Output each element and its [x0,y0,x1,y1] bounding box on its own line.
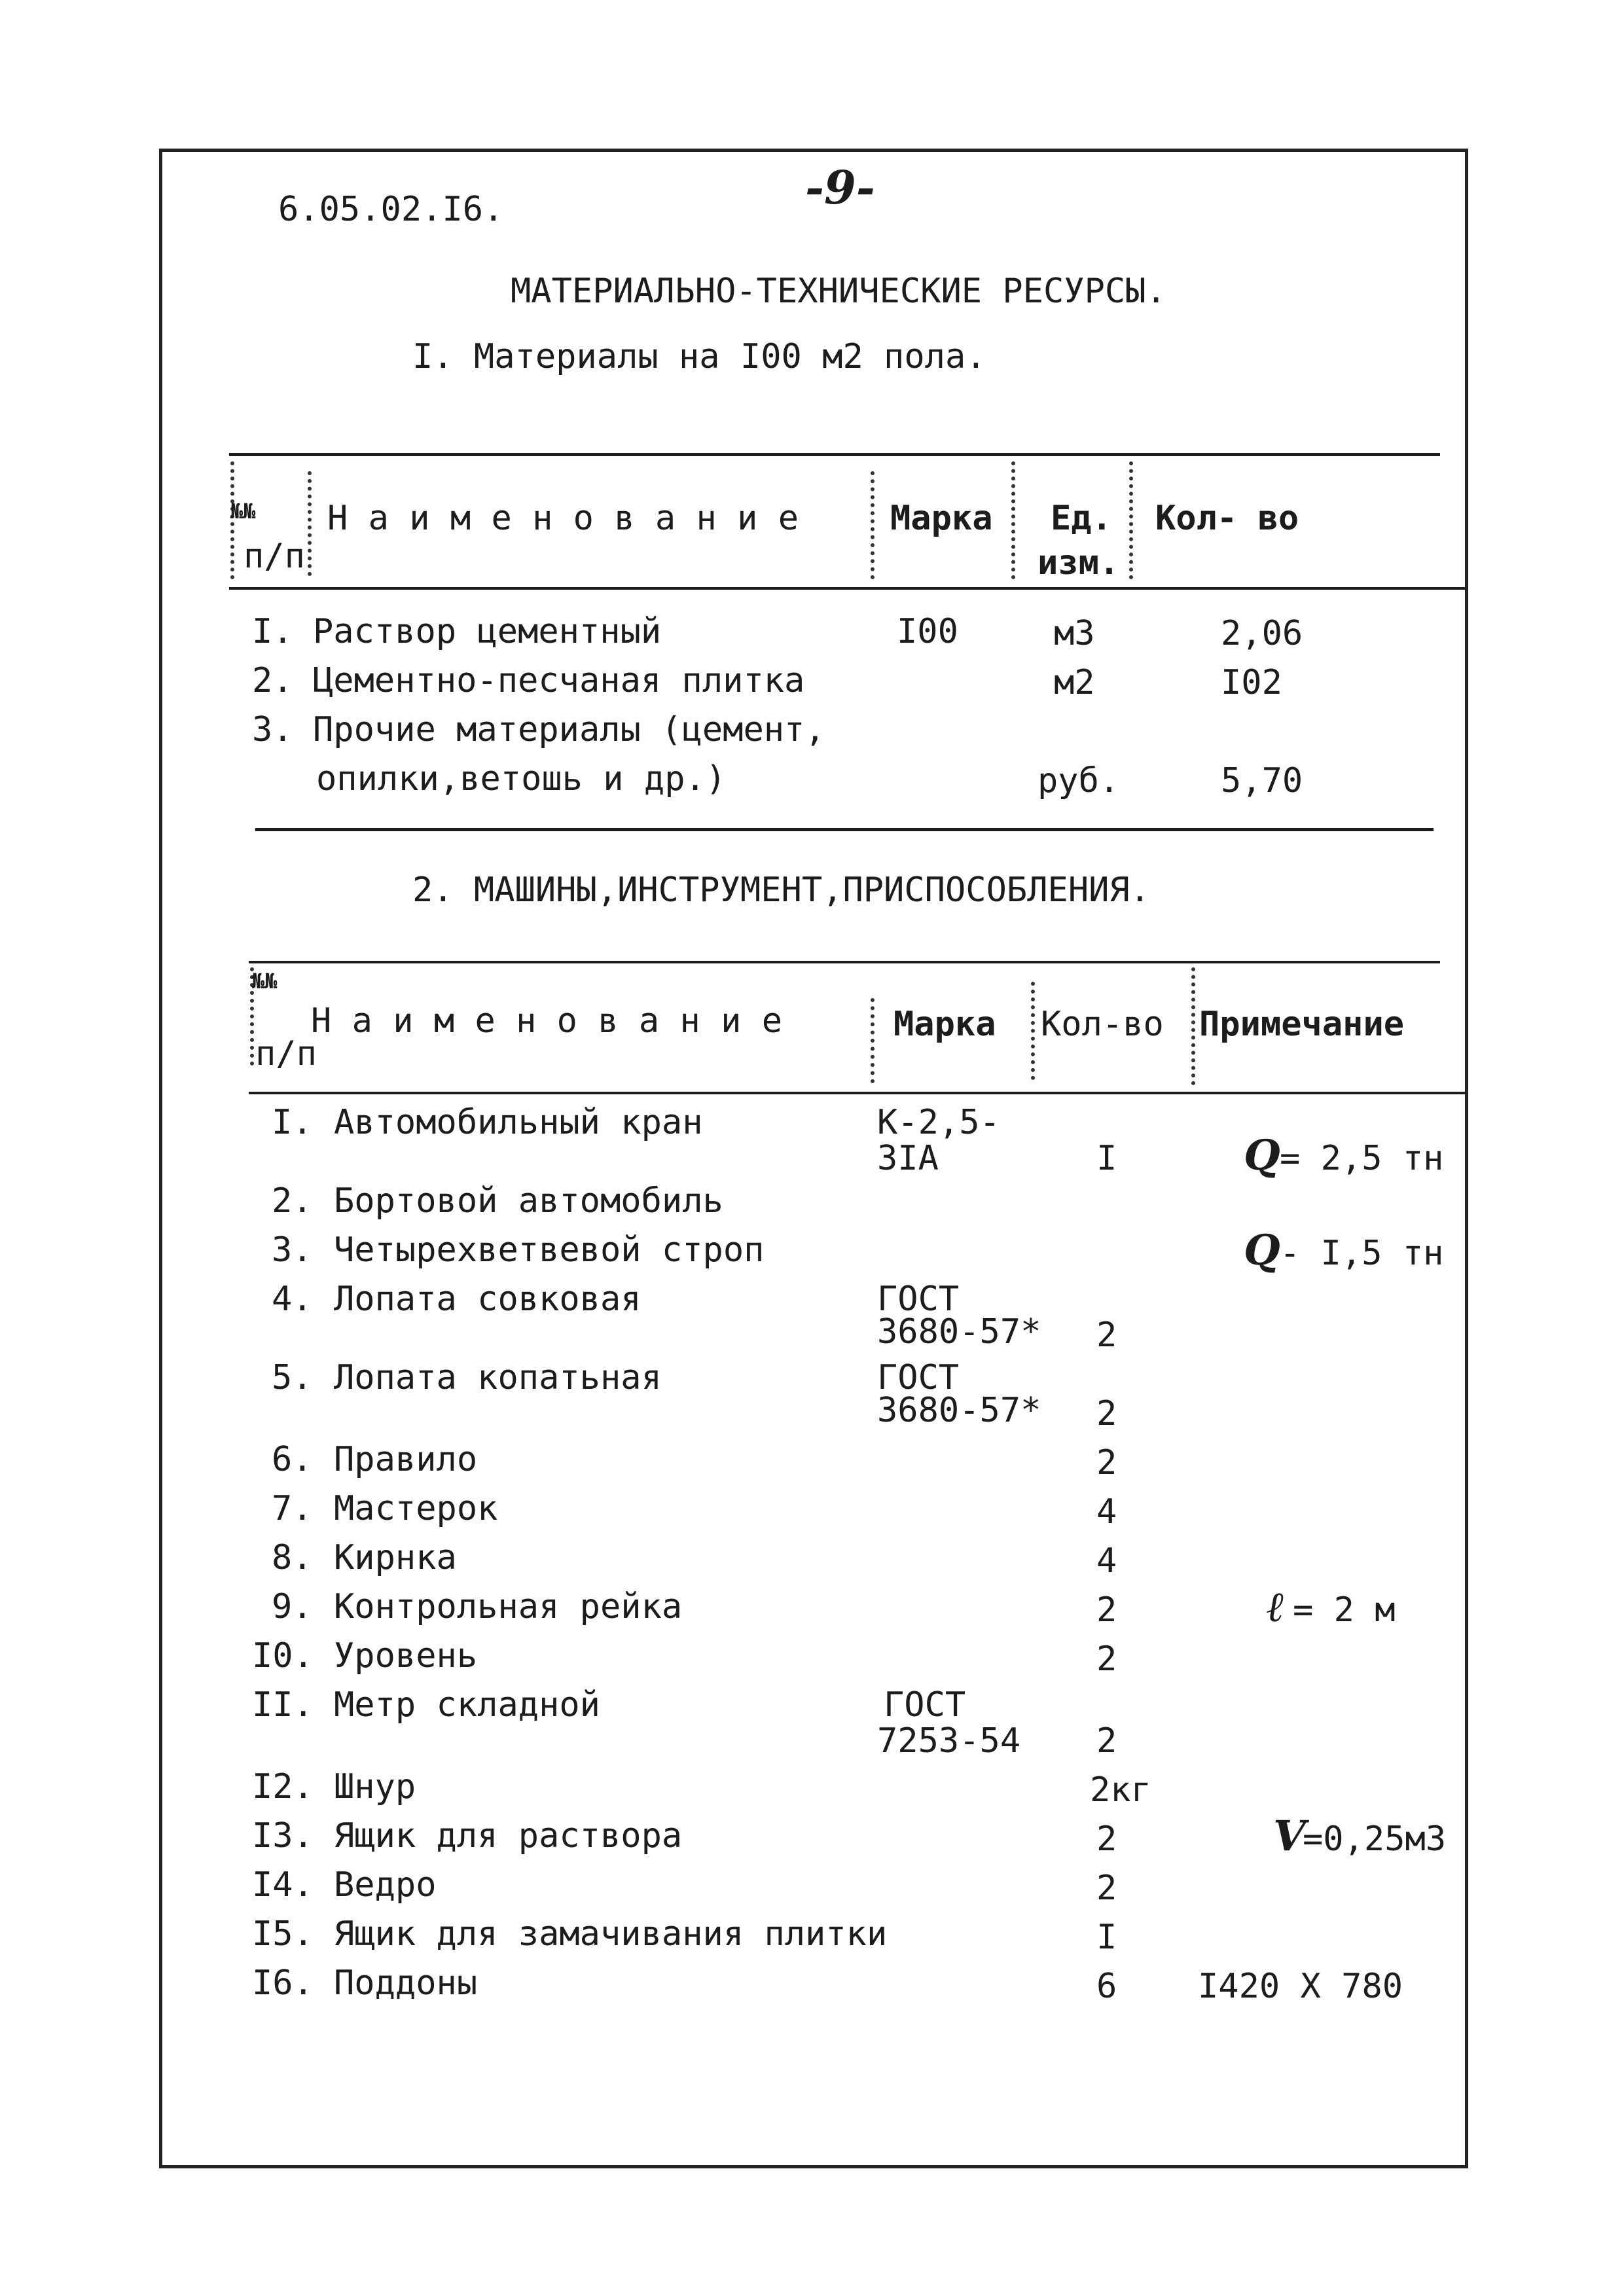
row-name: Шнур [334,1767,416,1806]
table2-top-rule [249,961,1440,963]
row-qty: 4 [1096,1541,1117,1581]
table1-header-rule [229,587,1466,590]
length-symbol: ℓ [1267,1583,1285,1632]
row-qty: 4 [1096,1492,1117,1532]
row-name: Ящик для раствора [334,1816,683,1856]
row-qty: 5,70 [1221,761,1303,800]
main-title: МАТЕРИАЛЬНО-ТЕХНИЧЕСКИЕ РЕСУРСЫ. [511,272,1166,311]
row-qty: 2,06 [1221,614,1303,653]
row-number: I. [252,612,293,651]
row-mark: ГОСТ [877,1280,960,1319]
row-name: Прочие материалы (цемент, [313,710,825,749]
table1-header-num: №№ [230,499,256,524]
row-number: 4. [272,1280,313,1319]
row-qty: I [1096,1918,1117,1957]
table1-header-qty: Кол- во [1155,499,1299,538]
row-number: 6. [272,1440,313,1479]
row-name: Кирнка [334,1538,457,1577]
row-note: I420 X 780 [1198,1967,1403,2006]
row-number: 2. [272,1181,313,1221]
row-qty: I02 [1221,663,1282,702]
row-number: I3. [252,1816,314,1856]
row-qty: 2 [1096,1316,1117,1355]
row-qty: 2 [1096,1869,1117,1908]
row-number: I2. [252,1767,314,1806]
table1-header-num-sub: п/п [244,537,305,576]
row-qty: 2 [1096,1721,1117,1761]
row-number: I0. [252,1636,314,1676]
table2-header-num: №№ [252,969,278,994]
row-note: = 2,5 тн [1280,1139,1444,1178]
row-number: 8. [272,1538,313,1577]
table2-divider [1191,967,1195,1085]
document-code: 6.05.02.I6. [278,190,504,229]
table2-header-num-sub: п/п [255,1034,317,1073]
row-note: = 2 м [1293,1590,1396,1630]
row-number: 3. [252,710,293,749]
row-note: - I,5 тн [1280,1234,1444,1273]
row-number: 7. [272,1489,313,1528]
section-2-title: 2. МАШИНЫ,ИНСТРУМЕНТ,ПРИСПОСОБЛЕНИЯ. [412,870,1151,910]
table1-header-mark: Марка [890,499,993,538]
row-qty: 2 [1096,1640,1117,1679]
table1-header-unit-sub: изм. [1038,543,1120,583]
table2-header-note: Примечание [1199,1005,1405,1044]
row-name: Метр складной [334,1685,600,1725]
row-name: Автомобильный кран [334,1103,703,1142]
load-symbol: Q [1244,1226,1280,1275]
row-unit: руб. [1038,761,1120,800]
row-note: =0,25м3 [1303,1820,1447,1859]
row-unit: м2 [1054,663,1095,702]
row-name: Поддоны [334,1964,478,2003]
table1-divider [1011,461,1015,579]
row-number: 3. [272,1230,313,1270]
table1-bottom-rule [255,828,1434,831]
row-mark-line2: 3680-57* [877,1312,1041,1352]
row-qty: 2 [1096,1590,1117,1630]
table1-divider [871,471,875,579]
row-qty: I [1096,1139,1117,1178]
row-name: опилки,ветошь и др.) [316,759,727,798]
row-name: Контрольная рейка [334,1587,683,1626]
row-mark-line2: 3IA [877,1139,939,1178]
row-name: Цементно-песчаная плитка [313,661,805,700]
row-name: Ящик для замачивания плитки [334,1914,888,1954]
table1-top-rule [229,453,1440,456]
table2-divider [1031,982,1035,1080]
row-number: II. [252,1685,314,1725]
table1-divider [308,471,312,576]
row-name: Уровень [334,1636,478,1676]
row-qty: 2 [1096,1443,1117,1482]
row-number: 5. [272,1358,313,1397]
row-number: I5. [252,1914,314,1954]
table1-header-unit: Ед. [1051,499,1112,538]
row-mark: К-2,5- [877,1103,1000,1142]
row-number: 2. [252,661,293,700]
table2-divider [871,998,875,1083]
row-unit: м3 [1054,614,1095,653]
table2-header-mark: Марка [893,1005,996,1044]
table1-header-name: Н а и м е н о в а н и е [327,499,799,538]
row-mark: ГОСТ [884,1685,966,1725]
row-mark: I00 [897,612,958,651]
table2-header-rule [249,1092,1466,1094]
row-number: I6. [252,1964,314,2003]
row-name: Бортовой автомобиль [334,1181,723,1221]
table1-divider [1129,461,1133,579]
row-mark-line2: 7253-54 [877,1721,1021,1761]
row-mark: ГОСТ [877,1358,960,1397]
load-symbol: Q [1244,1131,1280,1180]
row-qty: 2 [1096,1394,1117,1433]
section-1-title: I. Материалы на I00 м2 пола. [412,337,986,376]
table2-header-qty: Кол-во [1041,1005,1164,1044]
row-number: I. [272,1103,313,1142]
row-qty: 6 [1096,1967,1117,2006]
table2-header-name: Н а и м е н о в а н и е [311,1001,783,1041]
row-qty: 2кг [1090,1770,1151,1810]
row-name: Ведро [334,1865,437,1905]
row-number: I4. [252,1865,314,1905]
row-name: Четырехветвевой строп [334,1230,765,1270]
row-qty: 2 [1096,1820,1117,1859]
row-name: Лопата совковая [334,1280,641,1319]
page-number: -9- [805,160,875,215]
row-name: Лопата копатьная [334,1358,662,1397]
row-number: 9. [272,1587,313,1626]
row-name: Правило [334,1440,478,1479]
row-mark-line2: 3680-57* [877,1391,1041,1430]
volume-symbol: V [1273,1812,1306,1861]
row-name: Мастерок [334,1489,498,1528]
row-name: Раствор цементный [313,612,662,651]
